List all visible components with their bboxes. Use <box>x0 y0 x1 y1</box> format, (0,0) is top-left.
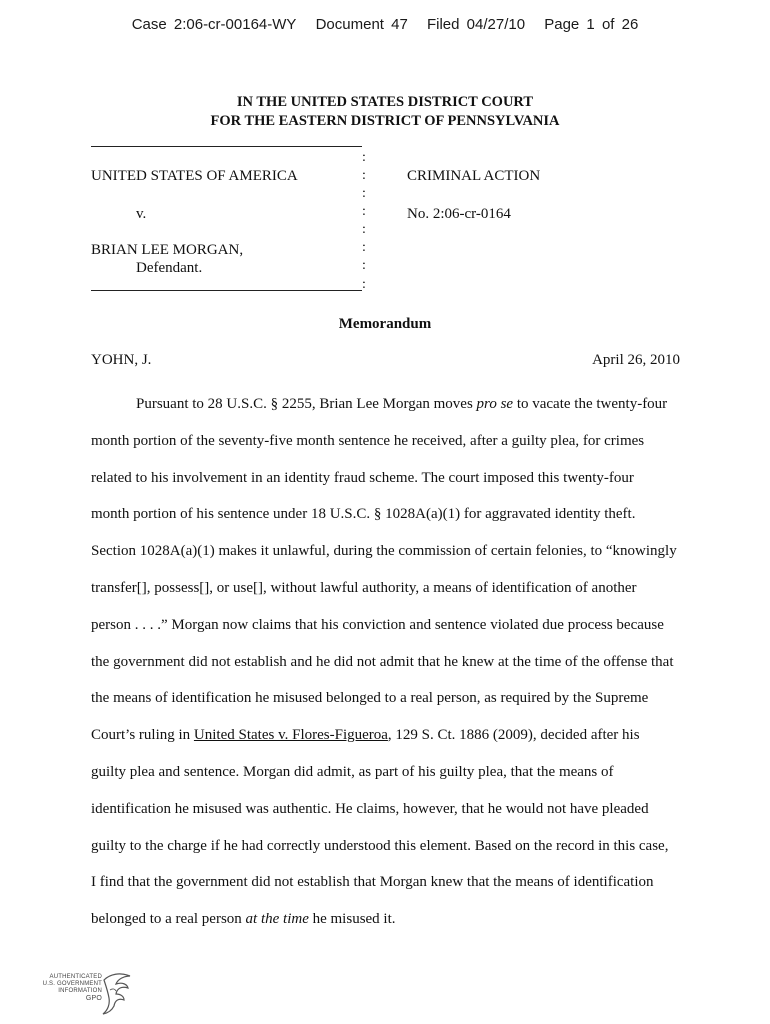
case-citation-underlined: United States v. Flores-Figueroa <box>193 727 388 744</box>
caption-defendant-name: BRIAN LEE MORGAN, <box>91 242 244 258</box>
caption-top-rule <box>91 146 362 147</box>
judge-name: YOHN, J. <box>91 352 152 368</box>
memo-body-paragraph <box>91 386 682 938</box>
body-line: guilty to the charge if he had correctly understood this element. Based on the record in this case, <box>91 837 669 854</box>
header-document: Document 47 <box>315 16 408 33</box>
body-text: to vacate the twenty-four <box>513 396 668 412</box>
caption-case-number: No. 2:06-cr-0164 <box>407 206 511 222</box>
body-line: related to his involvement in an identity fraud scheme. The court imposed this twenty-four <box>91 469 634 486</box>
gpo-seal-line: GPO <box>85 995 102 1002</box>
caption-colon: : <box>362 204 366 219</box>
body-line: Section 1028A(a)(1) makes it unlawful, during the commission of certain felonies, to “knowingly <box>91 543 677 560</box>
caption-colon: : <box>362 150 366 165</box>
caption-colon: : <box>362 258 366 273</box>
caption-colon: : <box>362 222 366 237</box>
body-text: , 129 S. Ct. 1886 (2009), decided after his <box>387 727 640 744</box>
body-line <box>91 717 682 754</box>
body-text: belonged to a real person <box>91 911 246 928</box>
caption-colon: : <box>362 240 366 255</box>
body-line: month portion of his sentence under 18 U.S.C. § 1028A(a)(1) for aggravated identity theft. <box>91 506 636 523</box>
memo-date: April 26, 2010 <box>592 352 680 368</box>
body-text: Pursuant to 28 U.S.C. § 2255, Brian Lee Morgan moves <box>136 396 477 412</box>
header-case-number: Case 2:06-cr-00164-WY <box>131 16 297 33</box>
gpo-seal-line: INFORMATION <box>58 988 102 994</box>
eagle-icon <box>100 970 134 1016</box>
caption-plaintiff: UNITED STATES OF AMERICA <box>91 168 298 184</box>
body-line: the means of identification he misused belonged to a real person, as required by the Supreme <box>91 690 649 707</box>
caption-colon: : <box>362 277 366 292</box>
gpo-seal-line: U.S. GOVERNMENT <box>42 981 102 987</box>
body-line: month portion of the seventy-five month sentence he received, after a guilty plea, for crimes <box>91 432 645 449</box>
body-line: I find that the government did not establish that Morgan knew that the means of identification <box>91 874 654 891</box>
caption-colon: : <box>362 186 366 201</box>
body-line <box>91 901 682 938</box>
gpo-seal-line: AUTHENTICATED <box>49 974 102 980</box>
body-italic-text: at the time <box>245 911 309 928</box>
body-line: identification he misused was authentic. He claims, however, that he would not have pleaded <box>91 800 649 817</box>
body-line <box>91 386 682 423</box>
caption-bottom-rule <box>91 290 362 291</box>
body-line: transfer[], possess[], or use[], without lawful authority, a means of identification of another <box>91 579 637 596</box>
ecf-header <box>0 16 770 33</box>
court-name-line-2: FOR THE EASTERN DISTRICT OF PENNSYLVANIA <box>210 113 560 129</box>
gpo-seal-text <box>30 974 102 1002</box>
court-name-line-1: IN THE UNITED STATES DISTRICT COURT <box>236 94 534 110</box>
caption-defendant-role: Defendant. <box>136 260 203 276</box>
body-text: he misused it. <box>308 911 396 928</box>
caption-action-type: CRIMINAL ACTION <box>407 168 541 184</box>
header-page: Page 1 of 26 <box>544 16 639 33</box>
body-line: person . . . .” Morgan now claims that his conviction and sentence violated due process because <box>91 616 664 633</box>
body-line: guilty plea and sentence. Morgan did admit, as part of his guilty plea, that the means of <box>91 763 614 780</box>
memorandum-title: Memorandum <box>338 316 432 332</box>
body-line: the government did not establish and he did not admit that he knew at the time of the offense that <box>91 653 674 670</box>
caption-colon: : <box>362 168 366 183</box>
header-filed-date: Filed 04/27/10 <box>426 16 526 33</box>
body-italic-text: pro se <box>476 396 514 412</box>
gpo-authentication-seal <box>30 970 140 1020</box>
caption-versus: v. <box>136 206 147 222</box>
body-text: Court’s ruling in <box>91 727 194 744</box>
